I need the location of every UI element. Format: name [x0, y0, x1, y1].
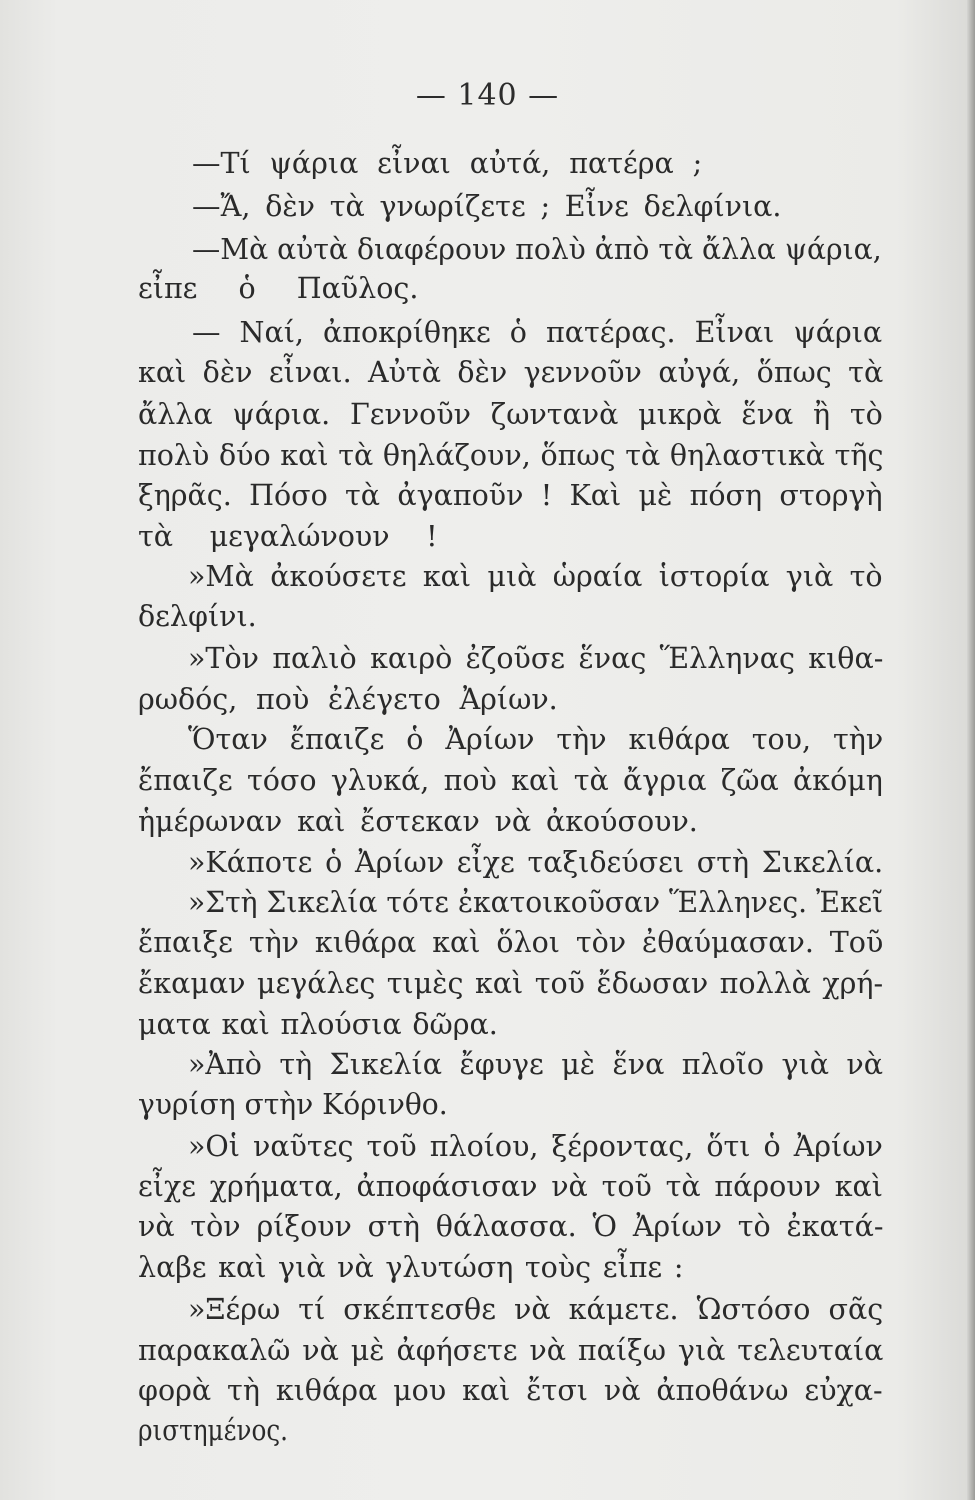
text-line: —Ἄ, δὲν τὰ γνωρίζετε ; Εἶνε δελφίνια.	[192, 190, 782, 223]
text-line: — Ναί, ἀποκρίθηκε ὁ πατέρας. Εἶναι ψάρια	[192, 316, 883, 349]
text-line: Ὅταν ἔπαιζε ὁ Ἀρίων τὴν κιθάρα του, τὴν	[188, 723, 884, 756]
text-line: τὰ μεγαλώνουν !	[138, 520, 438, 553]
text-line: ρωδός, ποὺ ἐλέγετο Ἀρίων.	[138, 683, 558, 716]
text-line: ριστημένος.	[138, 1414, 289, 1447]
text-line: ἄλλα ψάρια. Γεννοῦν ζωντανὰ μικρὰ ἕνα ἢ τὸ	[138, 398, 883, 431]
text-line: »Κάποτε ὁ Ἀρίων εἶχε ταξιδεύσει στὴ Σικελία.	[188, 846, 884, 879]
text-line: καὶ δὲν εἶναι. Αὐτὰ δὲν γεννοῦν αὐγά, ὅπως τὰ	[138, 356, 884, 389]
text-line: ἔπαιξε τὴν κιθάρα καὶ ὅλοι τὸν ἐθαύμασαν. Τοῦ	[138, 926, 884, 959]
text-line: »Ξέρω τί σκέπτεσθε νὰ κάμετε. Ὡστόσο σᾶς	[188, 1293, 884, 1326]
text-line: —Μὰ αὐτὰ διαφέρουν πολὺ ἀπὸ τὰ ἄλλα ψάρια,	[192, 233, 882, 266]
text-line: »Τὸν παλιὸ καιρὸ ἐζοῦσε ἕνας Ἕλληνας κιθα-	[188, 642, 884, 675]
text-line: δελφίνι.	[138, 600, 257, 633]
page-number: — 140 —	[415, 78, 560, 113]
text-line: »Οἱ ναῦτες τοῦ πλοίου, ξέροντας, ὅτι ὁ Ἀρίων	[188, 1130, 883, 1163]
text-line: εἶχε χρήματα, ἀποφάσισαν νὰ τοῦ τὰ πάρουν καὶ	[138, 1170, 883, 1203]
text-line: »Μὰ ἀκούσετε καὶ μιὰ ὡραία ἱστορία γιὰ τὸ	[188, 560, 883, 593]
text-line: ματα καὶ πλούσια δῶρα.	[138, 1008, 498, 1041]
text-line: φορὰ τὴ κιθάρα μου καὶ ἔτσι νὰ ἀποθάνω εὐχα-	[138, 1374, 883, 1407]
text-line: »Στὴ Σικελία τότε ἐκατοικοῦσαν Ἕλληνες. Ἐκεῖ	[188, 886, 884, 919]
text-line: ἔκαμαν μεγάλες τιμὲς καὶ τοῦ ἔδωσαν πολλὰ χρή-	[138, 967, 884, 1000]
text-line: παρακαλῶ νὰ μὲ ἀφήσετε νὰ παίξω γιὰ τελευταία	[138, 1334, 884, 1367]
text-line: ξηρᾶς. Πόσο τὰ ἀγαποῦν ! Καὶ μὲ πόση στοργὴ	[138, 479, 883, 512]
page-edge-shadow	[967, 0, 975, 1500]
text-line: —Τί ψάρια εἶναι αὐτά, πατέρα ;	[192, 147, 703, 180]
text-line: νὰ τὸν ρίξουν στὴ θάλασσα. Ὁ Ἀρίων τὸ ἐκατά-	[138, 1210, 884, 1243]
text-line: ἔπαιζε τόσο γλυκά, ποὺ καὶ τὰ ἄγρια ζῶα ἀκόμη	[138, 764, 883, 797]
text-line: πολὺ δύο καὶ τὰ θηλάζουν, ὅπως τὰ θηλαστικὰ τῆς	[138, 439, 884, 472]
text-line: εἶπε ὁ Παῦλος.	[138, 272, 419, 305]
text-line: γυρίση στὴν Κόρινθο.	[138, 1088, 448, 1121]
text-line: ἡμέρωναν καὶ ἔστεκαν νὰ ἀκούσουν.	[138, 805, 698, 838]
text-line: λαβε καὶ γιὰ νὰ γλυτώση τοὺς εἶπε :	[138, 1251, 684, 1284]
text-line: »Ἀπὸ τὴ Σικελία ἔφυγε μὲ ἕνα πλοῖο γιὰ νὰ	[188, 1048, 883, 1081]
